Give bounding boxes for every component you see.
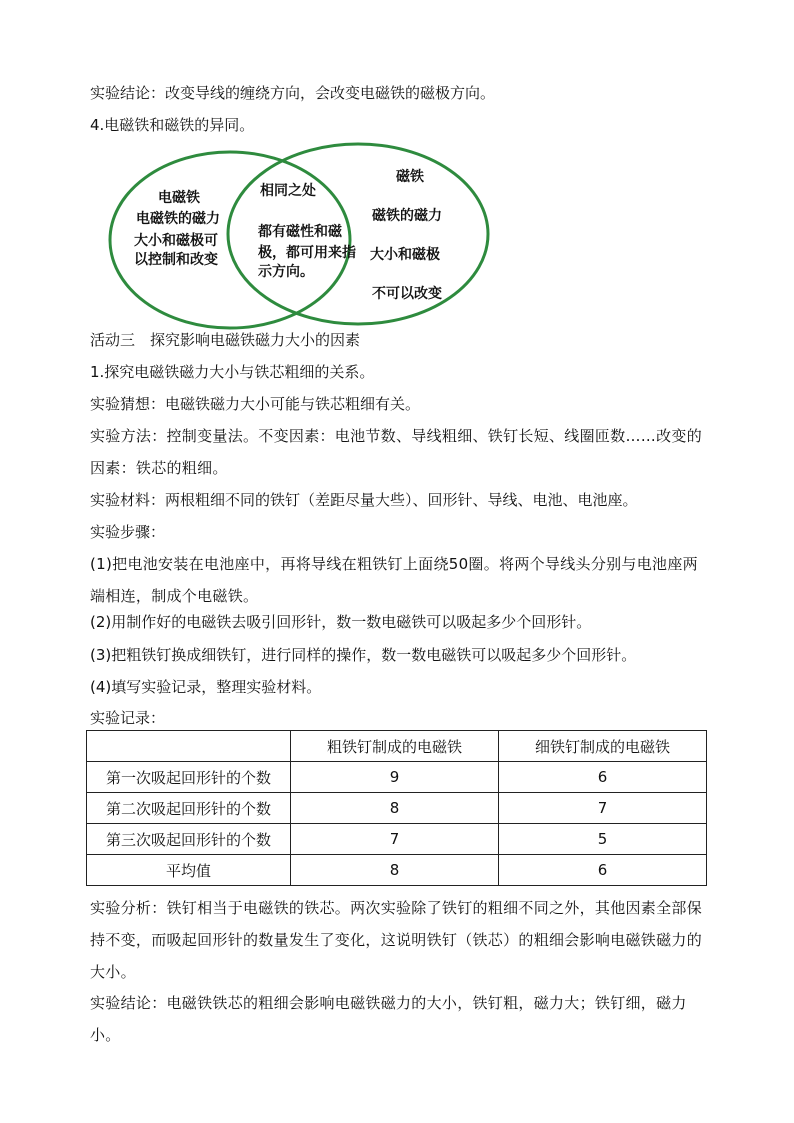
conclusion-text: 实验结论：改变导线的缠绕方向，会改变电磁铁的磁极方向。 — [90, 84, 496, 102]
venn-right-title: 磁铁 — [396, 169, 424, 185]
table-row-label: 第一次吸起回形针的个数 — [87, 762, 291, 793]
activity-item-1: 1.探究电磁铁磁力大小与铁芯粗细的关系。 — [90, 363, 375, 381]
table-row-label: 第二次吸起回形针的个数 — [87, 793, 291, 824]
venn-right-line-2: 大小和磁极 — [370, 247, 440, 263]
venn-middle-title: 相同之处 — [260, 183, 316, 199]
table-header-cell — [87, 731, 291, 762]
table-cell: 7 — [499, 793, 707, 824]
step-2: (2)用制作好的电磁铁去吸引回形针，数一数电磁铁可以吸起多少个回形针。 — [90, 613, 592, 631]
table-cell: 9 — [291, 762, 499, 793]
venn-middle-line-1: 都有磁性和磁 — [258, 224, 342, 240]
table-cell: 5 — [499, 824, 707, 855]
item-4-heading: 4.电磁铁和磁铁的异同。 — [90, 116, 255, 134]
experiment-guess: 实验猜想：电磁铁磁力大小可能与铁芯粗细有关。 — [90, 395, 421, 413]
table-cell: 8 — [291, 793, 499, 824]
venn-left-line-3: 以控制和改变 — [134, 252, 218, 268]
table-header-cell: 细铁钉制成的电磁铁 — [499, 731, 707, 762]
table-cell: 7 — [291, 824, 499, 855]
venn-left-line-1: 电磁铁的磁力 — [136, 211, 220, 227]
table-row-label: 平均值 — [87, 855, 291, 886]
table-cell: 8 — [291, 855, 499, 886]
experiment-method: 实验方法：控制变量法。不变因素：电池节数、导线粗细、铁钉长短、线圈匝数……改变的因素：铁芯的粗细。 — [90, 427, 703, 477]
table-row-label: 第三次吸起回形针的个数 — [87, 824, 291, 855]
venn-middle-line-3: 示方向。 — [258, 264, 314, 280]
venn-diagram — [100, 142, 500, 342]
table-row — [87, 793, 707, 824]
step-1: (1)把电池安装在电池座中，再将导线在粗铁钉上面绕50圈。将两个导线头分别与电池座两端相连，制成个电磁铁。 — [90, 555, 698, 605]
experiment-record-table — [86, 730, 707, 886]
venn-middle-line-2: 极，都可用来指 — [258, 245, 356, 261]
experiment-conclusion: 实验结论：电磁铁铁芯的粗细会影响电磁铁磁力的大小，铁钉粗，磁力大；铁钉细，磁力小。 — [90, 994, 687, 1044]
experiment-materials: 实验材料：两根粗细不同的铁钉（差距尽量大些）、回形针、导线、电池、电池座。 — [90, 491, 638, 509]
venn-left-title: 电磁铁 — [158, 190, 200, 206]
table-header-row — [87, 731, 707, 762]
table-cell: 6 — [499, 855, 707, 886]
venn-left-line-2: 大小和磁极可 — [134, 233, 218, 249]
table-row — [87, 855, 707, 886]
table-cell: 6 — [499, 762, 707, 793]
experiment-analysis: 实验分析：铁钉相当于电磁铁的铁芯。两次实验除了铁钉的粗细不同之外，其他因素全部保持不变，而吸起回形针的数量发生了变化，这说明铁钉（铁芯）的粗细会影响电磁铁磁力的大小。 — [90, 899, 703, 981]
activity-heading: 活动三 探究影响电磁铁磁力大小的因素 — [90, 331, 361, 349]
table-header-cell: 粗铁钉制成的电磁铁 — [291, 731, 499, 762]
step-4: (4)填写实验记录，整理实验材料。 — [90, 678, 322, 696]
step-3: (3)把粗铁钉换成细铁钉，进行同样的操作，数一数电磁铁可以吸起多少个回形针。 — [90, 646, 637, 664]
record-label: 实验记录： — [90, 709, 166, 727]
venn-right-line-3: 不可以改变 — [372, 286, 442, 302]
table-row — [87, 824, 707, 855]
venn-right-line-1: 磁铁的磁力 — [372, 208, 442, 224]
table-row — [87, 762, 707, 793]
steps-label: 实验步骤： — [90, 523, 166, 541]
